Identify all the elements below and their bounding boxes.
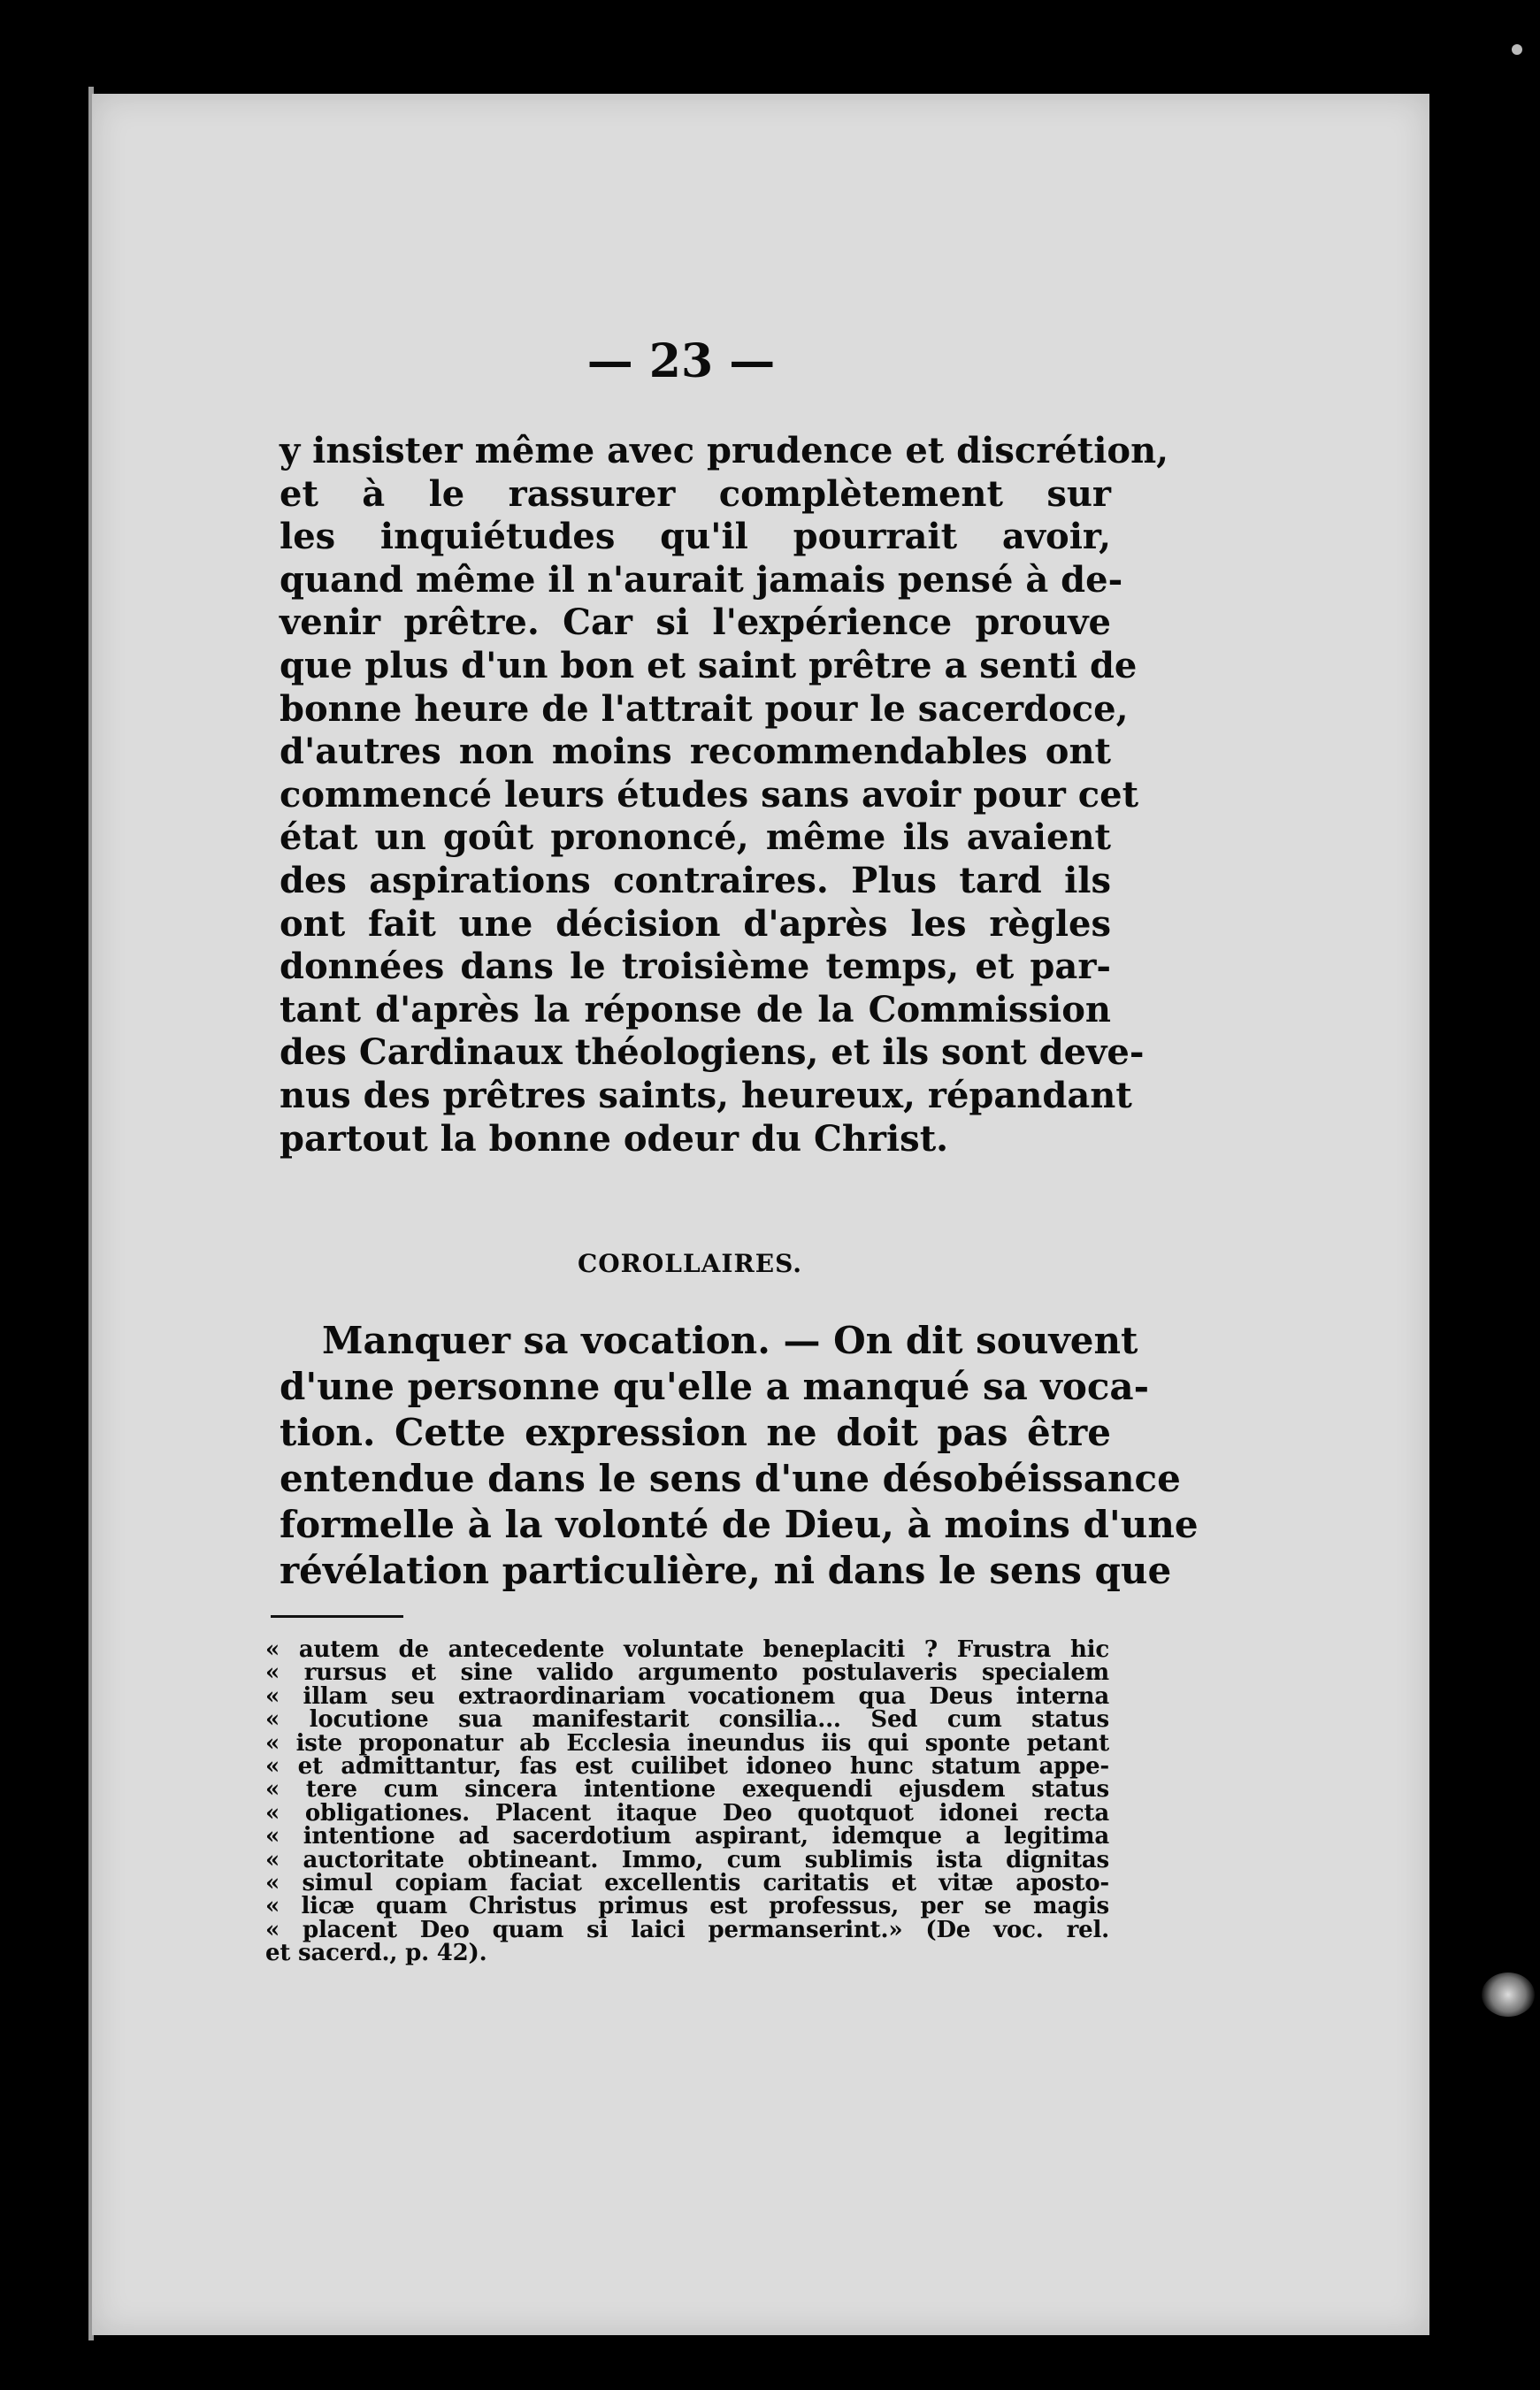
footnote-line: « placent Deo quam si laici permanserint.» (De voc. rel. [265, 1916, 1109, 1943]
section-paragraph [280, 1318, 1199, 1594]
body-line: d'autres non moins recommendables ont [280, 731, 1111, 773]
scan-smudge [1482, 1973, 1535, 2017]
body-line: des Cardinaux théologiens, et ils sont deve- [280, 1031, 1145, 1074]
section-line: révélation particulière, ni dans le sens que [280, 1549, 1172, 1592]
section-line: d'une personne qu'elle a manqué sa voca- [280, 1365, 1150, 1408]
body-line: quand même il n'aurait jamais pensé à de- [280, 558, 1123, 601]
section-heading: COROLLAIRES. [577, 1249, 803, 1278]
dust-speck [1512, 44, 1522, 55]
body-line: y insister même avec prudence et discrétion, [280, 430, 1169, 471]
body-line: bonne heure de l'attrait pour le sacerdoce, [280, 687, 1129, 730]
footnote-line: « iste proponatur ab Ecclesia ineundus iis qui sponte petant [265, 1729, 1109, 1757]
footnote-rule [271, 1615, 403, 1618]
footnote-line: « illam seu extraordinariam vocationem qua Deus interna [265, 1682, 1109, 1710]
footnote [265, 1638, 1109, 1965]
body-line: des aspirations contraires. Plus tard ils [280, 859, 1111, 901]
body-paragraph [280, 430, 1169, 1161]
section-line: tion. Cette expression ne doit pas être [280, 1411, 1111, 1454]
footnote-line: « licæ quam Christus primus est professus, per se magis [265, 1893, 1109, 1920]
footnote-line: « simul copiam faciat excellentis caritatis et vitæ aposto- [265, 1870, 1109, 1897]
page-number: — 23 — [586, 334, 776, 388]
section-line: entendue dans le sens d'une désobéissance [280, 1457, 1181, 1500]
body-line: état un goût prononcé, même ils avaient [280, 816, 1111, 859]
body-line: que plus d'un bon et saint prêtre a senti de [280, 644, 1138, 686]
section-line: formelle à la volonté de Dieu, à moins d'une [280, 1503, 1199, 1546]
footnote-line: « autem de antecedente voluntate beneplaciti ? Frustra hic [265, 1636, 1109, 1663]
footnote-line: « et admittantur, fas est cuilibet idoneo hunc statum appe- [265, 1753, 1109, 1781]
footnote-line: « rursus et sine valido argumento postulaveris specialem [265, 1659, 1109, 1687]
body-line: ont fait une décision d'après les règles [280, 902, 1111, 945]
footnote-line: « obligationes. Placent itaque Deo quotquot idonei recta [265, 1799, 1109, 1827]
footnote-line: « auctoritate obtineant. Immo, cum sublimis ista dignitas [265, 1846, 1109, 1873]
footnote-line: « tere cum sincera intentione exequendi ejusdem status [265, 1776, 1109, 1804]
body-line: tant d'après la réponse de la Commission [280, 988, 1111, 1030]
body-line: nus des prêtres saints, heureux, répandant [280, 1074, 1132, 1116]
body-line: venir prêtre. Car si l'expérience prouve [280, 601, 1111, 644]
footnote-line: « locutione sua manifestarit consilia... Sed cum status [265, 1706, 1109, 1734]
footnote-line: et sacerd., p. 42). [265, 1940, 487, 1967]
body-line: commencé leurs études sans avoir pour cet [280, 773, 1139, 816]
section-line: Manquer sa vocation. — On dit souvent [322, 1319, 1138, 1362]
body-line: les inquiétudes qu'il pourrait avoir, [280, 516, 1111, 558]
body-line: données dans le troisième temps, et par- [280, 946, 1111, 988]
body-line: et à le rassurer complètement sur [280, 472, 1111, 515]
footnote-line: « intentione ad sacerdotium aspirant, idemque a legitima [265, 1823, 1109, 1850]
body-line: partout la bonne odeur du Christ. [280, 1117, 949, 1160]
